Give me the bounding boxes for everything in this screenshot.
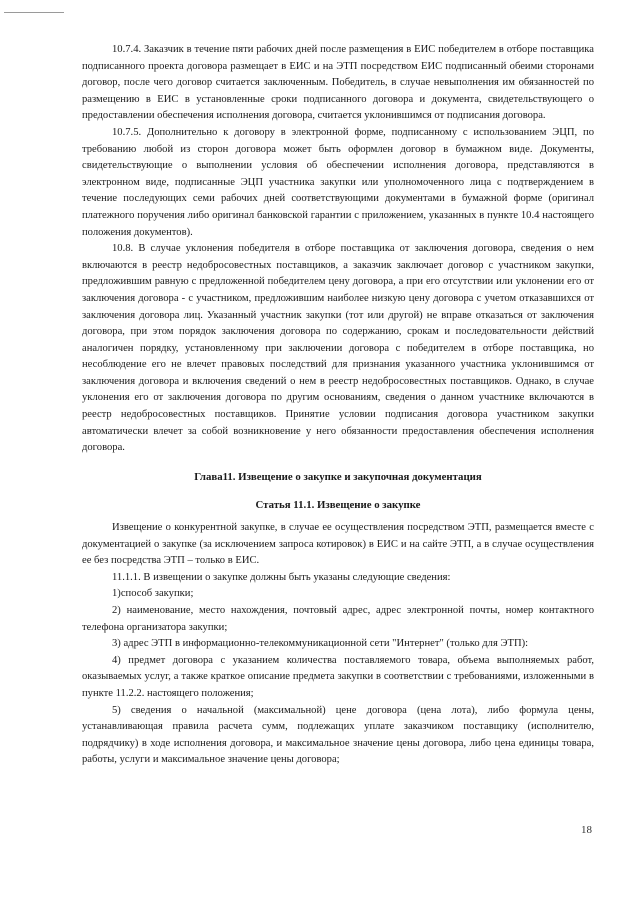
paragraph-11-1-1: 11.1.1. В извещении о закупке должны быть указаны следующие сведения: (112, 571, 451, 583)
list-item-5: 5) сведения о начальной (максимальной) цене договора (цена лота), либо формула цены, устанавливающая правила расчета сумм, подлежащих уплате заказчиком поставщику (исполнителю, подрядчику) в ходе исполнения договора, и максимальное значение цены договора, либо цена единицы товара, работы, услуги и максимальное значение цены договора; (82, 704, 594, 766)
document-body (82, 42, 594, 769)
paragraph-10-8: 10.8. В случае уклонения победителя в отборе поставщика от заключения договора, сведения о нем включаются в реестр недобросовестных поставщиков, а заказчик заключает договор с участником закупки, предложившим равную с предложенной победителем цену договора, а при его отсутствии или уклонении его от заключения договора - с участником, предложившим наиболее низкую цену договора с учетом отказавшихся от заключения договора лиц. Указанный участник закупки (тот или другой) не вправе отказаться от заключения договора, при этом порядок заключения договора по содержанию, срокам и последовательности действий аналогичен порядку, установленному при заключении договора с победителем в отборе поставщика, но несоблюдение его не влечет правовых последствий для признания указанного участника уклонившимся от заключения договора и включения сведений о нем в реестр недобросовестных поставщиков. Однако, в случае уклонения его от заключения договора по другим основаниям, сведения о данном участнике включаются в реестр недобросовестных поставщиков. Принятие условии подписания договора участником закупки автоматически влечет за собой возникновение у него обязанности предоставления обеспечения исполнения договора. (82, 243, 594, 454)
paragraph-notice-intro: Извещение о конкурентной закупке, в случае ее осуществления посредством ЭТП, размещается вместе с документацией о закупке (за исключением запроса котировок) в ЕИС и на сайте ЭТП, а в случае осуществления ее без посредства ЭТП – только в ЕИС. (82, 522, 594, 567)
list-item-4: 4) предмет договора с указанием количества поставляемого товара, объема выполняемых работ, оказываемых услуг, а также краткое описание предмета закупки в соответствии с требованиями, изложенными в пункте 11.2.2. настоящего положения; (82, 654, 594, 699)
page-number: 18 (581, 824, 592, 836)
list-item-1: 1)способ закупки; (112, 588, 194, 600)
list-item-3: 3) адрес ЭТП в информационно-телекоммуникационной сети "Интернет" (только для ЭТП): (112, 638, 529, 650)
scan-edge-mark (4, 12, 64, 13)
paragraph-10-7-4: 10.7.4. Заказчик в течение пяти рабочих дней после размещения в ЕИС победителем в отборе поставщика подписанного проекта договора размещает в ЕИС и на ЭТП посредством ЕИС подписанный обеими сторонами договор, после чего договор считается заключенным. Победитель, в случае невыполнения им обязанностей по размещению в ЕИС в установленные сроки подписанного договора и документа, свидетельствующего о предоставлении обеспечения исполнения договора, считается уклонившимся от подписания договора. (82, 44, 594, 122)
list-item-2: 2) наименование, место нахождения, почтовый адрес, адрес электронной почты, номер контактного телефона организатора закупки; (82, 605, 594, 633)
chapter-title: Глава11. Извещение о закупке и закупочная документация (194, 470, 482, 483)
paragraph-10-7-5: 10.7.5. Дополнительно к договору в электронной форме, подписанному с использованием ЭЦП, по требованию любой из сторон договора может быть оформлен договор в бумажном виде. Документы, свидетельствующие о выполнении условия об обеспечении исполнения договора, представляются в электронном виде, подписанные ЭЦП участника закупки или уполномоченного лица с подтверждением в течение последующих семи рабочих дней соответствующими документами в бумажной форме (оригинал платежного поручения либо оригинал банковской гарантии с приложением, указанных в пункте 10.4 настоящего положения документов). (82, 126, 594, 238)
article-title: Статья 11.1. Извещение о закупке (255, 499, 421, 512)
